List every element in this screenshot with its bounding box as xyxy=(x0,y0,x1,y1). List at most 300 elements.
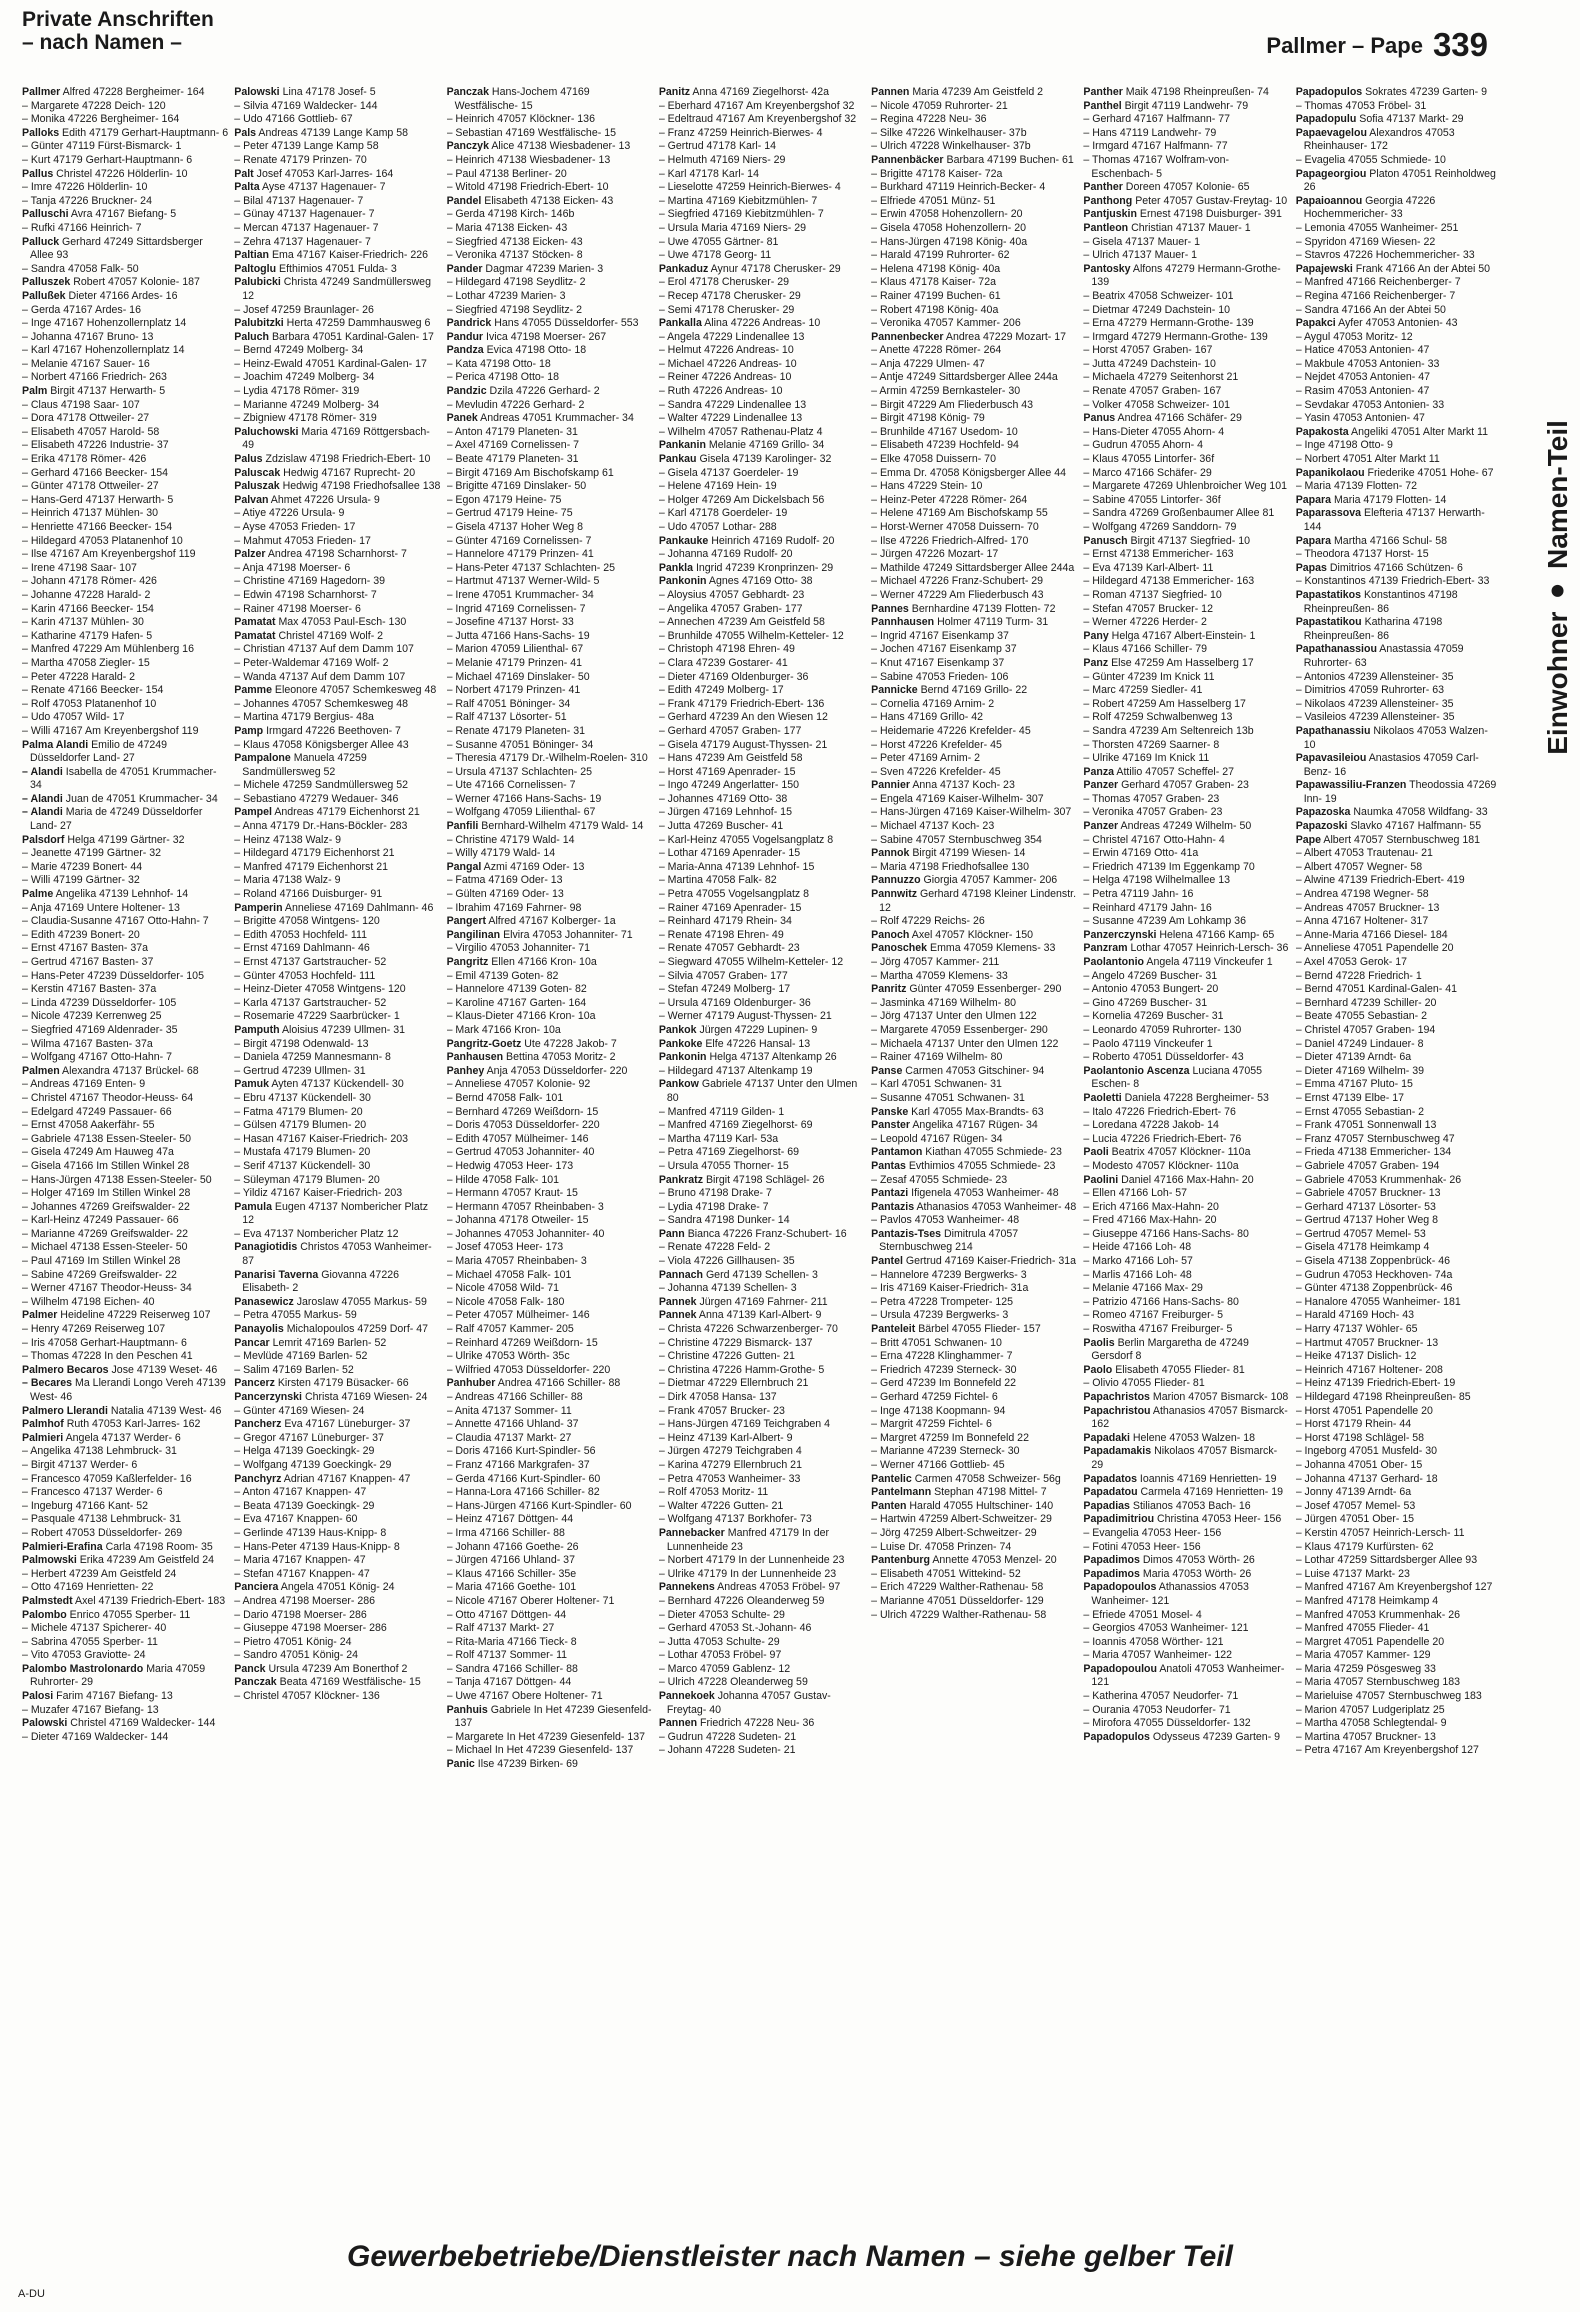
directory-entry xyxy=(1296,1174,1502,1188)
directory-entry xyxy=(1296,1500,1502,1514)
entry-details: Johanna 47057 Gustav-Freytag- 40 xyxy=(666,1690,831,1716)
entry-details: – Heinz 47139 Friedrich-Ebert- 19 xyxy=(1295,1377,1456,1390)
entry-details: – Uwe 47055 Gärtner- 81 xyxy=(658,235,779,248)
directory-entry xyxy=(871,1133,1077,1147)
directory-entry xyxy=(234,834,440,848)
entry-surname: Pannen xyxy=(658,1717,698,1730)
entry-surname: Pannekens xyxy=(658,1581,715,1594)
directory-entry xyxy=(1296,548,1502,562)
directory-entry xyxy=(659,942,865,956)
entry-details: – Cornelia 47169 Arnim- 2 xyxy=(871,697,995,710)
entry-details: – Stavros 47226 Hochemmericher- 33 xyxy=(1295,249,1475,262)
directory-entry xyxy=(1083,1228,1289,1242)
entry-details: – Lothar 47239 Marien- 3 xyxy=(446,289,566,302)
entry-details: – Maria 47139 Flotten- 72 xyxy=(1295,480,1417,493)
entry-details: Jaroslaw 47055 Markus- 59 xyxy=(293,1295,427,1308)
entry-details: – Walter 47226 Gutten- 21 xyxy=(658,1499,784,1512)
directory-entry xyxy=(659,1622,865,1636)
directory-entry xyxy=(871,834,1077,848)
entry-details: Andreas 47249 Wilhelm- 50 xyxy=(1118,820,1252,833)
directory-entry xyxy=(447,453,653,467)
entry-details: – Klaus 47179 Kurfürsten- 62 xyxy=(1295,1540,1434,1553)
entry-details: Anja 47053 Düsseldorfer- 220 xyxy=(484,1064,628,1077)
entry-details: – Dimitrios 47059 Ruhrorter- 63 xyxy=(1295,684,1445,697)
entry-details: – Annette 47166 Uhland- 37 xyxy=(446,1418,579,1431)
entry-details: – Brunhilde 47055 Wilhelm-Ketteler- 12 xyxy=(658,629,844,642)
entry-details: – Gerlinde 47139 Haus-Knipp- 8 xyxy=(234,1526,387,1539)
directory-entry xyxy=(871,521,1077,535)
entry-details: – Antonio 47053 Bungert- 20 xyxy=(1083,983,1219,996)
directory-entry xyxy=(22,1554,228,1568)
entry-surname: Palta xyxy=(234,181,260,194)
directory-entry xyxy=(22,630,228,644)
entry-details: Gerd 47139 Schellen- 3 xyxy=(703,1268,818,1281)
entry-details: – Gerhard 47057 Graben- 177 xyxy=(658,724,802,737)
directory-entry xyxy=(659,589,865,603)
directory-entry xyxy=(659,154,865,168)
directory-entry xyxy=(659,1731,865,1745)
entry-details: – Hans-Jürgen 47169 Kaiser-Wilhelm- 307 xyxy=(871,806,1072,819)
directory-entry xyxy=(1083,1377,1289,1391)
directory-entry xyxy=(871,562,1077,576)
directory-entry xyxy=(659,874,865,888)
entry-details: Gabriele In Het 47239 Giesenfeld- 137 xyxy=(454,1703,652,1730)
entry-details: – Günter 47169 Cornelissen- 7 xyxy=(446,534,592,547)
entry-details: Alice 47138 Wiesbadener- 13 xyxy=(488,140,631,153)
entry-details: Ellen 47166 Kron- 10a xyxy=(488,956,597,968)
entry-details: Beatrix 47057 Klöckner- 110a xyxy=(1108,1146,1251,1159)
entry-details: Katharina 47198 Rheinpreußen- 86 xyxy=(1303,616,1443,642)
directory-entry xyxy=(1296,983,1502,997)
directory-entry xyxy=(22,1038,228,1052)
directory-entry xyxy=(447,1269,653,1283)
entry-details: Platon 47051 Reinholdweg 26 xyxy=(1303,167,1496,194)
entry-details: – Vasileios 47239 Allensteiner- 35 xyxy=(1295,711,1455,724)
entry-details: – Hans-Jürgen 47138 Essen-Steeler- 50 xyxy=(22,1173,212,1186)
directory-entry xyxy=(447,671,653,685)
entry-details: – Kurt 47179 Gerhart-Hauptmann- 6 xyxy=(22,153,193,166)
directory-entry xyxy=(22,603,228,617)
entry-details: – Norbert 47179 Prinzen- 41 xyxy=(446,684,581,697)
entry-surname: Pannhausen xyxy=(871,616,935,629)
entry-details: Elisabeth 47138 Eicken- 43 xyxy=(481,194,614,207)
entry-details: Attilio 47057 Scheffel- 27 xyxy=(1114,765,1234,778)
entry-details: Berlin Margaretha de 47249 Gersdorf 8 xyxy=(1091,1336,1249,1363)
entry-details: Ivica 47198 Moerser- 267 xyxy=(483,330,607,343)
entry-surname: Papara xyxy=(1295,534,1332,547)
directory-entry xyxy=(659,331,865,345)
entry-surname: Papadopulu xyxy=(1295,113,1357,126)
directory-entry xyxy=(1083,426,1289,440)
entry-details: – Werner 47167 Theodor-Heuss- 34 xyxy=(22,1282,192,1295)
entry-details: – Kornelia 47269 Buscher- 31 xyxy=(1083,1010,1224,1023)
entry-details: – Jasminka 47169 Wilhelm- 80 xyxy=(871,996,1016,1009)
entry-details: – Peter 47139 Lange Kamp 58 xyxy=(234,140,379,153)
entry-details: – Heinz-Ewald 47051 Kardinal-Galen- 17 xyxy=(234,357,427,370)
entry-details: – Michele 47259 Sandmüllersweg 52 xyxy=(234,779,409,792)
directory-entry xyxy=(22,1663,228,1690)
entry-surname: Panther xyxy=(1083,181,1123,194)
directory-entry xyxy=(1296,1595,1502,1609)
directory-entry xyxy=(22,1731,228,1745)
directory-entry xyxy=(1296,358,1502,372)
entry-details: Christos 47053 Wanheimer- 87 xyxy=(242,1241,432,1268)
entry-surname: Pannok xyxy=(871,847,910,860)
directory-entry xyxy=(234,888,440,902)
directory-entry xyxy=(1083,249,1289,263)
directory-entry xyxy=(1296,861,1502,875)
entry-surname: Pantenburg xyxy=(871,1554,930,1567)
directory-entry xyxy=(234,371,440,385)
entry-details: – Hildegard 47053 Platanenhof 10 xyxy=(22,534,183,547)
directory-entry xyxy=(871,752,1077,766)
entry-details: – Reinhard 47269 Weißdorn- 15 xyxy=(446,1336,598,1349)
entry-details: – Anneliese 47051 Papendelle 20 xyxy=(1295,942,1454,955)
entry-surname: Papazoski xyxy=(1295,820,1348,833)
entry-surname: Panzer xyxy=(1083,779,1119,792)
directory-entry xyxy=(659,113,865,127)
directory-entry xyxy=(234,1663,440,1677)
entry-details: – Virgilio 47053 Johanniter- 71 xyxy=(446,942,591,955)
directory-entry xyxy=(1296,752,1502,779)
directory-entry xyxy=(659,1187,865,1201)
entry-details: – Makbule 47053 Antonien- 33 xyxy=(1295,357,1440,370)
entry-surname: Palvan xyxy=(234,493,269,506)
directory-entry xyxy=(234,1445,440,1459)
entry-details: – Anette 47228 Römer- 264 xyxy=(871,344,1002,357)
entry-surname: Pannek xyxy=(658,1309,697,1322)
entry-details: Christel 47169 Wolf- 2 xyxy=(275,629,384,642)
entry-details: Michalopoulos 47259 Dorf- 47 xyxy=(283,1323,429,1336)
entry-details: – Andrea 47198 Wegner- 58 xyxy=(1295,888,1429,901)
entry-details: Elefteria 47137 Herwarth- 144 xyxy=(1303,507,1485,533)
directory-entry xyxy=(659,1717,865,1731)
entry-surname: Panck xyxy=(234,1662,266,1675)
entry-details: – Stefan 47249 Molberg- 17 xyxy=(658,983,791,996)
directory-entry xyxy=(234,494,440,508)
entry-details: – Norbert 47166 Friedrich- 263 xyxy=(22,371,167,384)
directory-entry xyxy=(1083,861,1289,875)
directory-entry xyxy=(234,412,440,426)
directory-entry xyxy=(659,711,865,725)
entry-details: Angeliki 47051 Alter Markt 11 xyxy=(1348,425,1489,438)
entry-details: – Michael 47226 Franz-Schubert- 29 xyxy=(871,575,1044,588)
directory-entry xyxy=(447,113,653,127)
entry-details: – Frank 47057 Brucker- 23 xyxy=(658,1404,785,1417)
directory-entry xyxy=(1296,942,1502,956)
entry-details: – Michael 47169 Dinslaker- 50 xyxy=(446,670,590,683)
directory-entry xyxy=(1296,562,1502,576)
entry-details: – Süleyman 47179 Blumen- 20 xyxy=(234,1173,380,1186)
directory-entry xyxy=(871,793,1077,807)
directory-entry xyxy=(1296,820,1502,834)
directory-entry xyxy=(1083,888,1289,902)
entry-details: – Regina 47166 Reichenberger- 7 xyxy=(1295,289,1456,302)
directory-entry xyxy=(447,983,653,997)
entry-details: Angela 47137 Werder- 6 xyxy=(63,1431,181,1444)
directory-entry xyxy=(1083,603,1289,617)
directory-entry xyxy=(22,1622,228,1636)
entry-details: – Fatma 47169 Oder- 13 xyxy=(446,874,563,887)
directory-entry xyxy=(1083,1187,1289,1201)
directory-entry xyxy=(234,127,440,141)
directory-entry xyxy=(447,1459,653,1473)
entry-details: – Kerstin 47167 Basten- 37a xyxy=(22,983,157,996)
directory-entry xyxy=(1083,1323,1289,1337)
entry-details: – Robert 47198 König- 40a xyxy=(871,303,999,316)
entry-surname: Papajewski xyxy=(1295,262,1353,275)
entry-details: Bianca 47226 Franz-Schubert- 16 xyxy=(684,1227,847,1240)
entry-details: – Michael 47138 Essen-Steeler- 50 xyxy=(22,1241,188,1254)
entry-details: – Karla 47137 Gartstraucher- 52 xyxy=(234,996,387,1009)
directory-entry xyxy=(659,1214,865,1228)
directory-entry xyxy=(1296,1051,1502,1065)
entry-details: – Margrit 47259 Fichtel- 6 xyxy=(871,1418,992,1431)
entry-details: – Wilhelm 47057 Rathenau-Platz 4 xyxy=(658,425,823,438)
entry-surname: Paluszak xyxy=(234,480,280,493)
entry-details: – Hartwin 47259 Albert-Schweitzer- 29 xyxy=(871,1513,1052,1526)
entry-details: Gisela 47139 Karolinger- 32 xyxy=(696,453,832,466)
entry-details: – Maria 47138 Walz- 9 xyxy=(234,874,341,887)
directory-column xyxy=(234,86,440,2206)
directory-entry xyxy=(447,874,653,888)
entry-details: – Werner 47179 August-Thyssen- 21 xyxy=(658,1010,832,1023)
directory-entry xyxy=(447,1445,653,1459)
entry-details: – Norbert 47179 In der Lunnenheide 23 xyxy=(658,1554,845,1567)
directory-entry xyxy=(1296,1228,1502,1242)
directory-entry xyxy=(871,1350,1077,1364)
directory-entry xyxy=(22,1717,228,1731)
directory-entry xyxy=(1296,1445,1502,1459)
entry-details: – Dirk 47058 Hansa- 137 xyxy=(658,1391,777,1403)
entry-details: – Irene 47051 Krummacher- 34 xyxy=(446,588,594,601)
entry-details: Maria 47179 Flotten- 14 xyxy=(1331,493,1447,506)
directory-entry xyxy=(871,616,1077,630)
entry-surname: Panarisi Taverna xyxy=(234,1268,319,1281)
entry-details: – Karin 47137 Mühlen- 30 xyxy=(22,616,144,629)
entry-details: – Jonny 47139 Arndt- 6a xyxy=(1295,1486,1412,1499)
entry-details: Andrea 47166 Schiller- 88 xyxy=(495,1377,621,1390)
directory-entry xyxy=(234,1595,440,1609)
entry-surname: Papadopulos xyxy=(1083,1730,1150,1743)
entry-details: – Siegfried 47169 Kiebitzmühlen- 7 xyxy=(658,208,824,221)
entry-details: – Brunhilde 47167 Usedom- 10 xyxy=(871,425,1018,438)
entry-details: – Herbert 47239 Am Geistfeld 24 xyxy=(22,1567,177,1580)
entry-details: – Evangelia 47053 Heer- 156 xyxy=(1083,1526,1222,1539)
entry-surname: Pampel xyxy=(234,806,272,819)
entry-details: – Martha 47058 Ziegler- 15 xyxy=(22,656,150,669)
entry-details: – Zbigniew 47178 Römer- 319 xyxy=(234,412,377,425)
entry-details: – Kata 47198 Otto- 18 xyxy=(446,357,551,370)
directory-entry xyxy=(22,1187,228,1201)
directory-entry xyxy=(659,249,865,263)
entry-details: – Wilhelm 47198 Eichen- 40 xyxy=(22,1295,155,1308)
directory-entry xyxy=(447,208,653,222)
directory-entry xyxy=(659,1649,865,1663)
entry-details: – Gerhard 47239 An den Wiesen 12 xyxy=(658,711,828,724)
entry-details: – Gertrud 47239 Ullmen- 31 xyxy=(234,1064,366,1077)
entry-surname: Palmero Llerandi xyxy=(22,1404,108,1417)
directory-entry xyxy=(234,1051,440,1065)
entry-surname: Paluch xyxy=(234,330,270,343)
entry-surname: Pancar xyxy=(234,1336,270,1349)
entry-details: – Michaela 47279 Seitenhorst 21 xyxy=(1083,371,1239,384)
entry-surname: Papadopoulos xyxy=(1083,1581,1157,1594)
entry-details: – Marianne 47249 Molberg- 34 xyxy=(234,398,380,411)
entry-details: Jürgen 47169 Fahrner- 211 xyxy=(696,1295,828,1308)
directory-entry xyxy=(22,304,228,318)
directory-entry xyxy=(22,480,228,494)
entry-details: – Günter 47239 Im Knick 11 xyxy=(1083,670,1215,683)
entry-surname: Panz xyxy=(1083,656,1109,669)
entry-details: Barbara 47051 Kardinal-Galen- 17 xyxy=(269,330,434,343)
directory-entry xyxy=(871,698,1077,712)
directory-entry xyxy=(871,195,1077,209)
directory-entry xyxy=(447,507,653,521)
directory-entry xyxy=(22,711,228,725)
directory-entry xyxy=(1083,1038,1289,1052)
entry-details: Dimitrios 47166 Schützen- 6 xyxy=(1326,561,1463,574)
directory-entry xyxy=(871,603,1077,617)
directory-entry xyxy=(659,1405,865,1419)
directory-entry xyxy=(447,358,653,372)
directory-entry xyxy=(22,1228,228,1242)
directory-entry xyxy=(871,1581,1077,1595)
directory-entry xyxy=(22,575,228,589)
directory-entry xyxy=(234,589,440,603)
directory-entry xyxy=(659,1581,865,1595)
directory-entry xyxy=(659,1473,865,1487)
directory-entry xyxy=(22,195,228,209)
entry-details: Irmgard 47226 Beethoven- 7 xyxy=(263,724,401,737)
directory-entry xyxy=(1296,1663,1502,1677)
directory-entry xyxy=(659,847,865,861)
directory-entry xyxy=(447,1554,653,1568)
directory-entry xyxy=(447,888,653,902)
entry-details: Alfons 47279 Hermann-Grothe- 139 xyxy=(1091,262,1281,289)
entry-details: – Giuseppe 47166 Hans-Sachs- 80 xyxy=(1083,1227,1249,1240)
directory-entry xyxy=(659,127,865,141)
directory-entry xyxy=(234,521,440,535)
entry-details: – Margarete 47059 Essenberger- 290 xyxy=(871,1023,1048,1036)
entry-details: – Horst 47198 Schlägel- 58 xyxy=(1295,1431,1425,1444)
directory-entry xyxy=(234,1432,440,1446)
directory-entry xyxy=(1083,1486,1289,1500)
entry-details: – Ulrike 47053 Wörth- 35c xyxy=(446,1350,570,1363)
entry-details: – Manfred 47053 Krummenhak- 26 xyxy=(1295,1608,1460,1621)
directory-entry xyxy=(871,874,1077,888)
entry-details: – Ernst 47167 Basten- 37a xyxy=(22,942,149,955)
directory-entry xyxy=(447,1663,653,1677)
entry-details: – Christel 47057 Klöckner- 136 xyxy=(234,1690,380,1703)
entry-details: – Armin 47259 Bernkasteler- 30 xyxy=(871,385,1021,398)
directory-entry xyxy=(871,1323,1077,1337)
directory-entry xyxy=(447,575,653,589)
entry-details: – Sandra 47058 Falk- 50 xyxy=(22,262,139,275)
directory-entry xyxy=(1083,739,1289,753)
directory-entry xyxy=(1296,1269,1502,1283)
directory-entry xyxy=(1083,385,1289,399)
entry-details: – Gabriele 47057 Bruckner- 13 xyxy=(1295,1187,1441,1200)
entry-details: – Angela 47229 Lindenallee 13 xyxy=(658,330,805,343)
entry-details: – Thomas 47167 Wolfram-von-Eschenbach- 5 xyxy=(1083,153,1230,180)
entry-details: – Peter 47228 Harald- 2 xyxy=(22,670,136,683)
directory-entry xyxy=(1083,671,1289,685)
entry-details: Christian 47137 Mauer- 1 xyxy=(1128,221,1251,234)
entry-surname: Pandzic xyxy=(446,385,487,398)
directory-entry xyxy=(1083,806,1289,820)
directory-entry xyxy=(234,970,440,984)
entry-details: – Erna 47279 Hermann-Grothe- 139 xyxy=(1083,317,1254,330)
directory-entry xyxy=(22,888,228,902)
directory-entry xyxy=(659,290,865,304)
entry-details: – Peter-Waldemar 47169 Wolf- 2 xyxy=(234,656,389,669)
entry-details: – Edith 47249 Molberg- 17 xyxy=(658,684,784,697)
entry-details: – Hans-Dieter 47055 Ahorn- 4 xyxy=(1083,425,1225,438)
entry-details: – Thomas 47228 In den Peschen 41 xyxy=(22,1350,193,1363)
directory-entry xyxy=(447,847,653,861)
entry-surname: Pamme xyxy=(234,684,272,697)
directory-entry xyxy=(234,997,440,1011)
entry-details: – Gudrun 47053 Heckhoven- 74a xyxy=(1295,1268,1453,1281)
directory-entry xyxy=(871,371,1077,385)
entry-details: – Bernhard 47226 Oleanderweg 59 xyxy=(658,1594,825,1607)
directory-entry xyxy=(22,344,228,358)
entry-details: – Semi 47178 Cherusker- 29 xyxy=(658,303,795,316)
directory-entry xyxy=(659,1364,865,1378)
entry-details: – Erna 47228 Klinghammer- 7 xyxy=(871,1350,1013,1363)
entry-details: Alexandros 47053 Rheinhauser- 172 xyxy=(1303,126,1455,153)
entry-surname: Panayolis xyxy=(234,1323,284,1336)
entry-details: – Ralf 47051 Böninger- 34 xyxy=(446,697,571,710)
directory-entry xyxy=(22,1201,228,1215)
entry-details: – Rainer 47198 Moerser- 6 xyxy=(234,602,361,615)
directory-entry xyxy=(234,657,440,671)
directory-entry xyxy=(871,249,1077,263)
directory-entry xyxy=(659,1051,865,1065)
entry-details: – Bernhard 47239 Schiller- 20 xyxy=(1295,996,1437,1009)
directory-entry xyxy=(871,1214,1077,1228)
directory-entry xyxy=(871,1119,1077,1133)
directory-entry xyxy=(447,929,653,943)
entry-details: – Lothar 47169 Apenrader- 15 xyxy=(658,847,801,860)
directory-entry xyxy=(447,276,653,290)
directory-entry xyxy=(1083,181,1289,195)
directory-entry xyxy=(22,263,228,277)
entry-details: Helga 47199 Gärtner- 32 xyxy=(64,833,185,846)
directory-entry xyxy=(871,1432,1077,1446)
entry-details: – Irmgard 47279 Hermann-Grothe- 139 xyxy=(1083,330,1268,343)
entry-details: – Helena 47198 König- 40a xyxy=(871,262,1001,275)
entry-details: – Hannelore 47179 Prinzen- 41 xyxy=(446,548,594,561)
entry-details: – Sebastiano 47279 Wedauer- 346 xyxy=(234,792,399,805)
directory-entry xyxy=(871,847,1077,861)
entry-details: – Helmut 47226 Andreas- 10 xyxy=(658,344,794,357)
entry-details: Kirsten 47179 Büsacker- 66 xyxy=(274,1377,409,1390)
entry-details: – Luise Dr. 47058 Prinzen- 74 xyxy=(871,1540,1012,1553)
directory-entry xyxy=(659,1418,865,1432)
directory-entry xyxy=(1083,1717,1289,1731)
entry-details: – Petra 47228 Trompeter- 125 xyxy=(871,1295,1014,1308)
entry-details: – Ernst 47055 Sebastian- 2 xyxy=(1295,1105,1425,1118)
entry-details: – Anne-Maria 47166 Diesel- 184 xyxy=(1295,928,1448,941)
directory-entry xyxy=(659,1282,865,1296)
directory-entry xyxy=(22,1255,228,1269)
entry-surname: Panhuber xyxy=(446,1377,496,1390)
directory-entry xyxy=(1083,317,1289,331)
directory-entry xyxy=(1296,616,1502,643)
directory-entry xyxy=(22,127,228,141)
